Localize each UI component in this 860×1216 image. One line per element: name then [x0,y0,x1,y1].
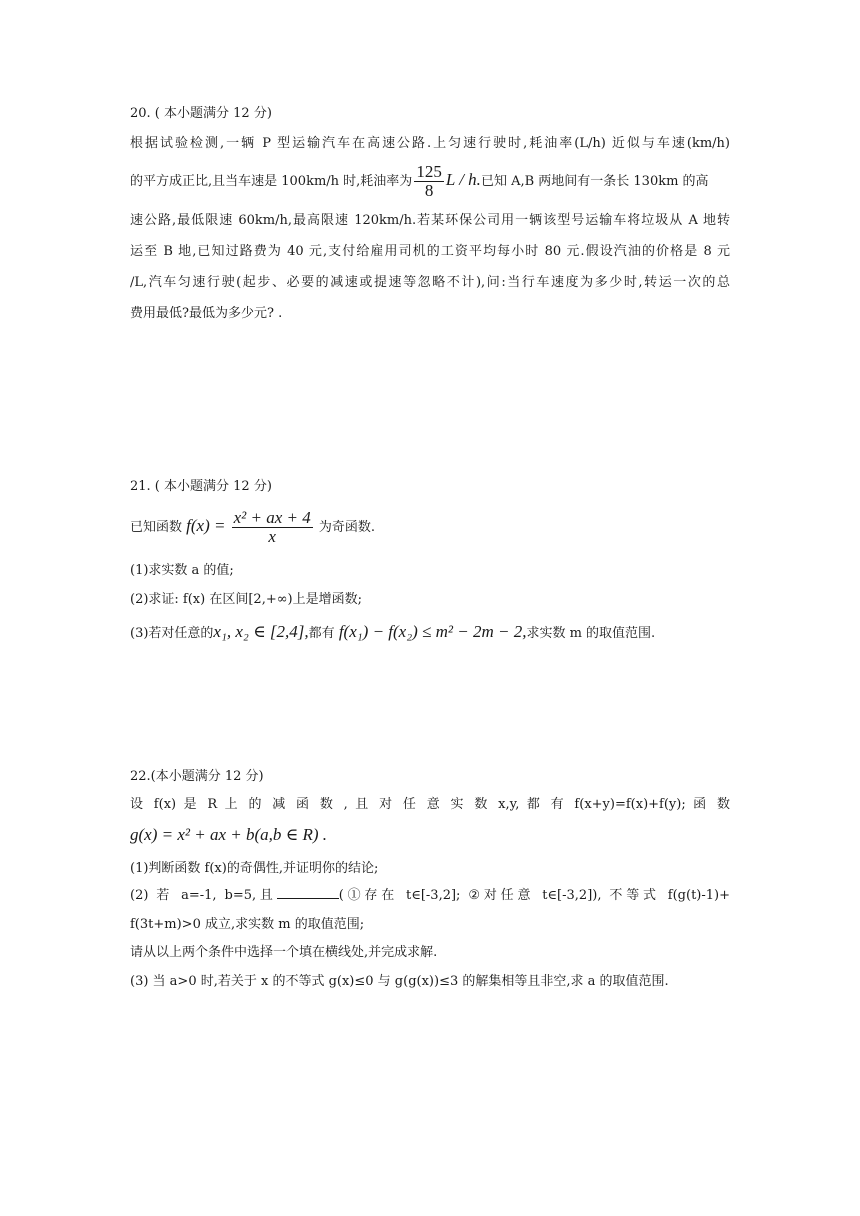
q20-line-2 [130,158,730,202]
q21-after-text: 为奇函数. [318,520,376,535]
q21-part-3-math-domain: x₁, x₂ ∈ [2,4], [213,622,309,641]
q22-g-definition [130,822,730,850]
q20-line-6: 费用最低?最低为多少元? . [130,306,283,321]
q21-part-1: (1)求实数 a 的值; [130,563,234,578]
q21-function-fraction [232,509,313,546]
q21-function-line [130,504,730,548]
q21-part-3 [130,622,730,644]
q21-part-3-text-b: 都有 [308,626,335,641]
fuel-rate-denominator: 8 [424,181,434,200]
q22-part-3: (3) 当 a>0 时,若关于 x 的不等式 g(x)≤0 与 g(g(x))≤3 的解集相等且非空,求 a 的取值范围. [130,974,669,989]
q21-part-2: (2)求证: f(x) 在区间[2,+∞)上是增函数; [130,592,362,607]
q20-line-2-text-a: 的平方成正比,且当车速是 100km/h 时,耗油率为 [130,174,413,189]
q22-part-2-text-a: (2) 若 a=-1, b=5,且 [130,888,277,903]
q22-line-1: 设 f(x) 是 R 上 的 减 函 数 , 且 对 任 意 实 数 x,y, 都 有 f(x+y)=f(x)+f(y); 函 数 [130,797,730,812]
q22-g-formula: g(x) = x² + ax + b(a,b ∈ R) . [130,825,328,844]
q21-header: 21. ( 本小题满分 12 分) [130,479,272,494]
q22-part-2-instruction: 请从以上两个条件中选择一个填在横线处,并完成求解. [130,945,438,960]
fuel-rate-unit: L / h. [445,170,481,189]
q22-header: 22.(本小题满分 12 分) [130,769,264,784]
q22-fill-in-blank[interactable] [277,886,339,899]
q21-intro-text: 已知函数 [130,520,183,535]
q20-line-1: 根据试验检测,一辆 P 型运输汽车在高速公路.上匀速行驶时,耗油率(L/h) 近似与车速(km/h) [130,136,730,151]
q22-part-1: (1)判断函数 f(x)的奇偶性,并证明你的结论; [130,861,379,876]
q22-part-2-continued: f(3t+m)>0 成立,求实数 m 的取值范围; [130,917,365,932]
q21-part-3-math-inequality: f(x₁) − f(x₂) ≤ m² − 2m − 2, [338,622,527,641]
q22-part-2 [130,886,730,906]
q20-line-2-text-b: 已知 A,B 两地间有一条长 130km 的高 [480,174,709,189]
q20-line-5: /L,汽车匀速行驶(起步、必要的减速或提速等忽略不计),问:当行车速度为多少时,转运一次的总 [130,275,730,290]
q20-line-3: 速公路,最低限速 60km/h,最高限速 120km/h.若某环保公司用一辆该型号运输车将垃圾从 A 地转 [130,213,730,228]
q20-header: 20. ( 本小题满分 12 分) [130,106,272,121]
q22-part-2-text-b: (①存在 t∈[-3,2]; ②对任意 t∈[-3,2]), 不等式 f(g(t)-1)+ [338,888,730,903]
fuel-rate-numerator: 125 [416,162,442,181]
q21-part-3-text-a: (3)若对任意的 [130,626,214,641]
fuel-rate-fraction [414,163,444,200]
q21-denominator: x [268,527,276,546]
q21-fx-label: f(x) = [186,516,226,535]
q21-numerator: x² + ax + 4 [233,508,311,527]
q20-line-4: 运至 B 地,已知过路费为 40 元,支付给雇用司机的工资平均每小时 80 元.假设汽油的价格是 8 元 [130,244,730,259]
q21-part-3-text-c: 求实数 m 的取值范围. [526,626,656,641]
